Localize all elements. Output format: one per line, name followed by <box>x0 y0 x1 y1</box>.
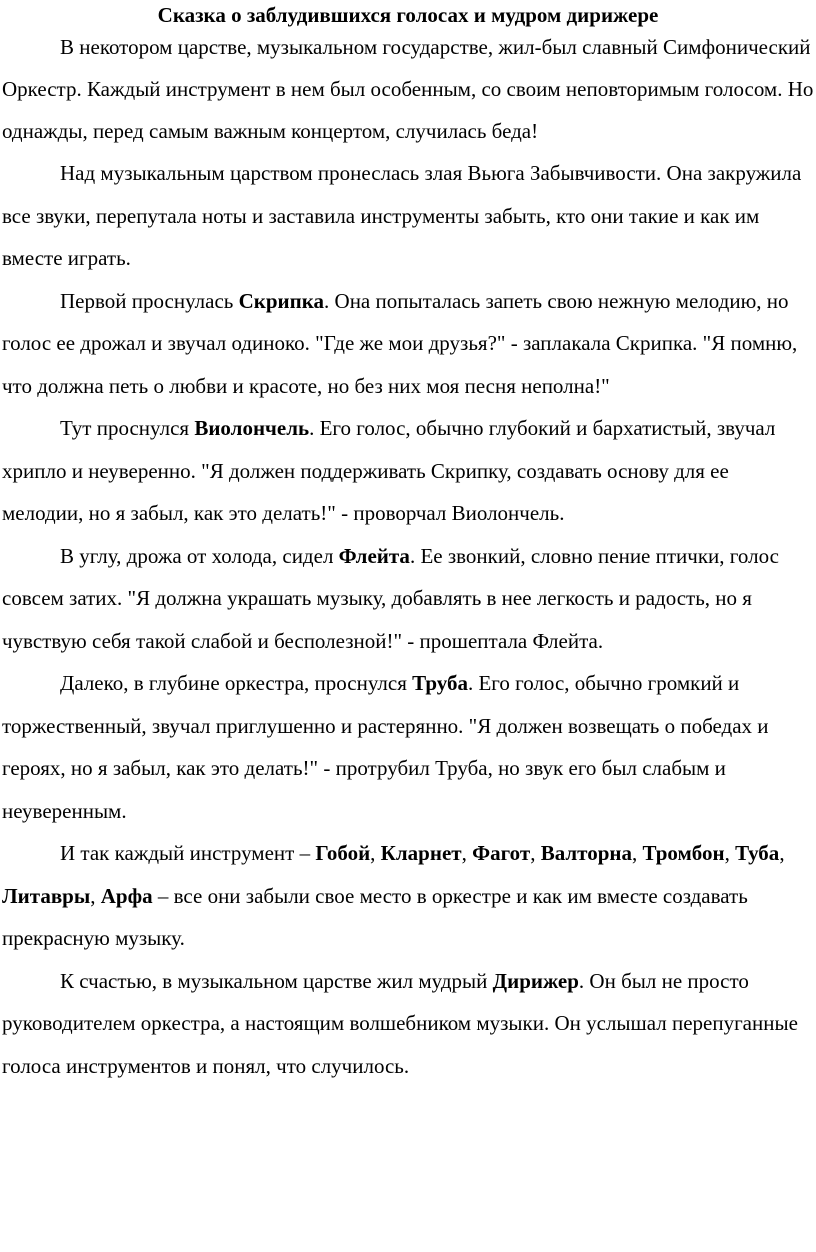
text-segment: И так каждый инструмент – <box>60 841 316 865</box>
text-segment: . Он был не просто руководителем оркестра, а настоящим волшебником музыки. Он услышал перепуганные голоса инструментов и понял, что случилось. <box>2 968 798 1078</box>
paragraph <box>2 662 814 832</box>
paragraph <box>2 535 814 663</box>
text-segment: , <box>632 841 643 865</box>
bold-term: Арфа <box>100 883 153 908</box>
bold-term: Тромбон <box>642 841 725 865</box>
bold-term: Кларнет <box>380 841 462 865</box>
text-segment: , <box>724 841 736 865</box>
bold-term: Туба <box>735 841 780 865</box>
text-segment: Далеко, в глубине оркестра, проснулся <box>60 671 413 695</box>
text-segment: Над музыкальным царством пронеслась злая Вьюга Забывчивости. Она закружила все звуки, перепутала ноты и заставила инструменты забыть, кто они такие и как им вместе играть. <box>2 161 802 270</box>
text-segment: , <box>779 841 785 865</box>
text-segment: Тут проснулся <box>60 416 195 440</box>
paragraph <box>2 832 814 960</box>
bold-term: Труба <box>412 671 468 695</box>
bold-term: Дирижер <box>492 968 579 993</box>
paragraph <box>2 152 814 280</box>
text-segment: . Его голос, обычно глубокий и бархатистый, звучал хрипло и неуверенно. "Я должен поддерживать Скрипку, создавать основу для ее мелодии, но я забыл, как это делать!" - проворчал Виолончель. <box>2 416 776 525</box>
text-segment: К счастью, в музыкальном царстве жил мудрый <box>60 968 493 993</box>
bold-term: Фагот <box>472 841 531 865</box>
text-segment: , <box>90 883 101 908</box>
bold-term: Валторна <box>540 841 632 865</box>
paragraph <box>2 26 814 152</box>
text-segment: . Его голос, обычно громкий и торжественный, звучал приглушенно и растерянно. "Я должен возвещать о победах и героях, но я забыл, как это делать!" - протрубил Труба, но звук его был слабым и неуверенным. <box>2 671 769 823</box>
text-segment: . Ее звонкий, словно пение птички, голос совсем затих. "Я должна украшать музыку, добавлять в нее легкость и радость, но я чувствую себя такой слабой и бесполезной!" - прошептала Флейта. <box>2 543 779 653</box>
paragraph <box>2 960 814 1088</box>
document-body <box>2 26 814 1087</box>
text-segment: В некотором царстве, музыкальном государстве, жил-был славный Симфонический Оркестр. Каждый инструмент в нем был особенным, со своим неповторимым голосом. Но однажды, перед самым важным концертом, случилась беда! <box>2 35 814 143</box>
paragraph <box>2 407 814 535</box>
text-segment: , <box>530 841 541 865</box>
paragraph <box>2 280 814 408</box>
bold-term: Флейта <box>338 543 410 568</box>
document-title: Сказка о заблудившихся голосах и мудром дирижере <box>157 3 659 27</box>
bold-term: Виолончель <box>194 416 310 440</box>
bold-term: Скрипка <box>238 288 325 313</box>
text-segment: . Она попыталась запеть свою нежную мелодию, но голос ее дрожал и звучал одиноко. "Где же мои друзья?" - заплакала Скрипка. "Я помню, что должна петь о любви и красоте, но без них моя песня неполна!" <box>2 288 798 398</box>
text-segment: – все они забыли свое место в оркестре и как им вместе создавать прекрасную музыку. <box>2 883 748 950</box>
text-segment: Первой проснулась <box>60 288 239 313</box>
bold-term: Литавры <box>2 883 91 908</box>
text-segment: В углу, дрожа от холода, сидел <box>60 543 339 568</box>
text-segment: , <box>370 841 381 865</box>
text-segment: , <box>461 841 473 865</box>
bold-term: Гобой <box>315 841 371 865</box>
